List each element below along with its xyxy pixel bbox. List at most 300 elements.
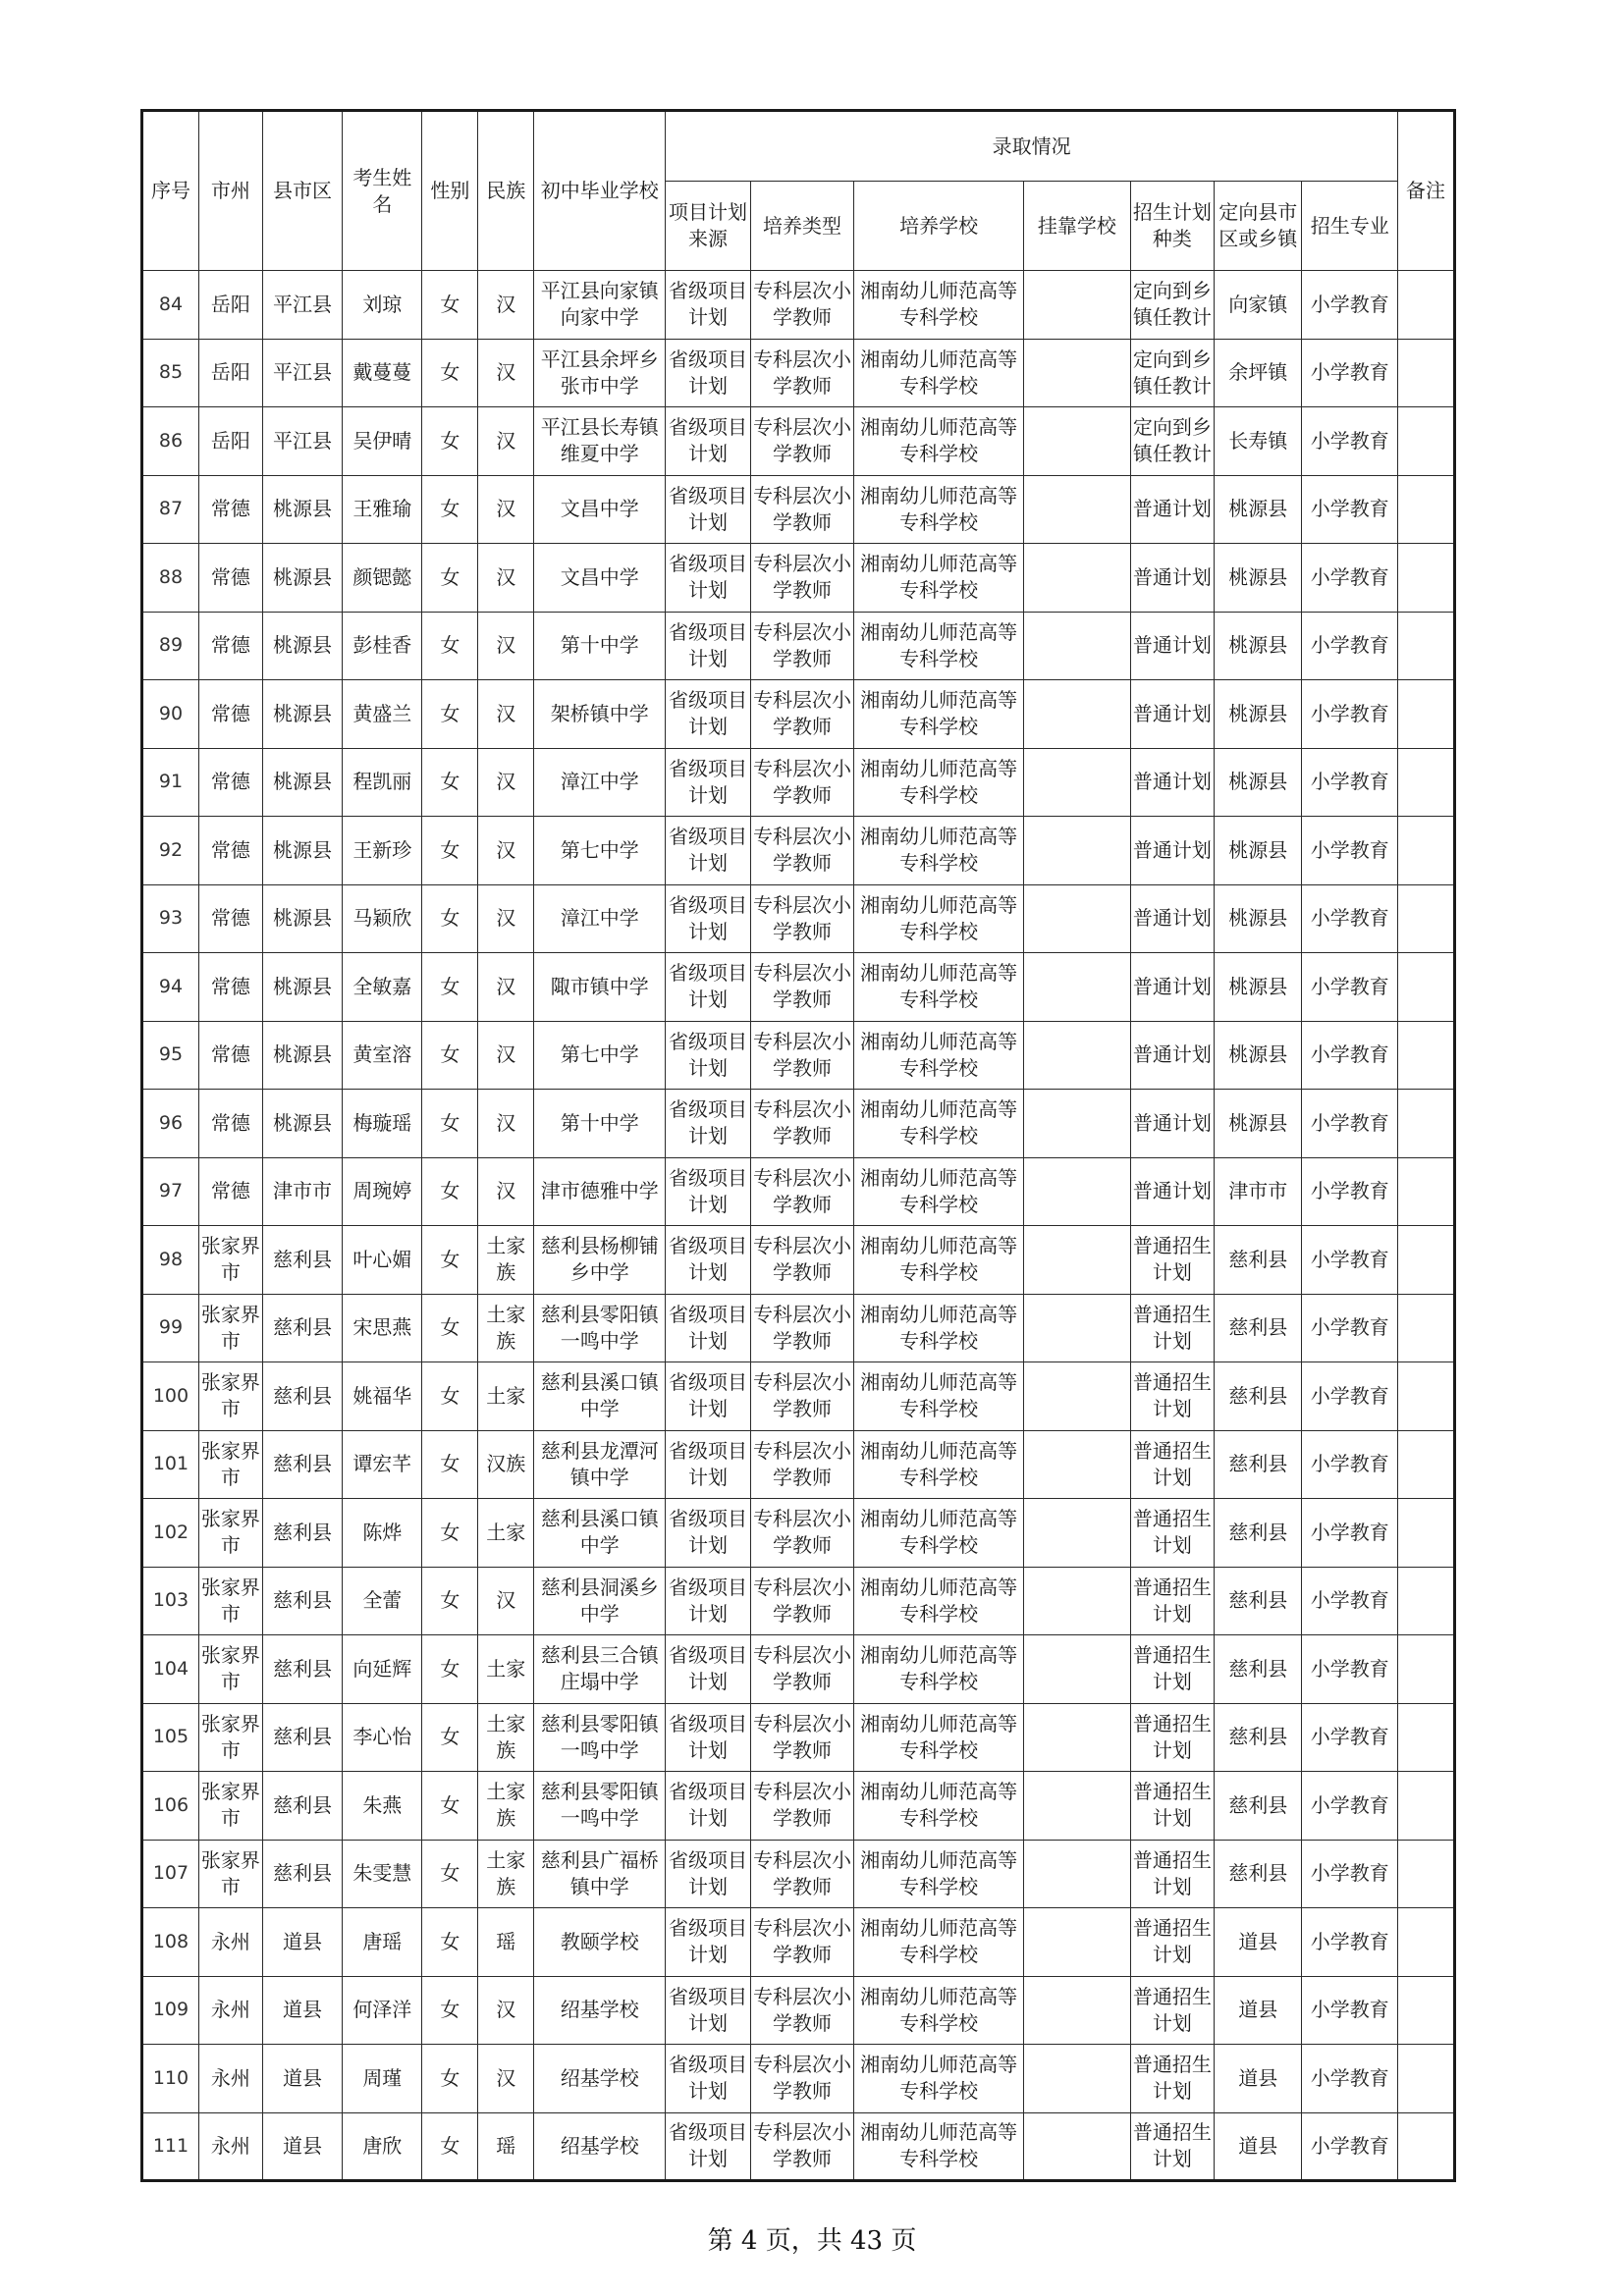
cell-city: 岳阳 — [198, 339, 262, 407]
cell-seq: 107 — [142, 1840, 199, 1908]
cell-name: 朱燕 — [343, 1772, 422, 1841]
cell-seq: 92 — [142, 817, 199, 885]
cell-ethnicity: 汉 — [478, 1090, 534, 1158]
cell-target-area: 慈利县 — [1215, 1703, 1302, 1772]
cell-ethnicity: 汉 — [478, 339, 534, 407]
cell-name: 黄盛兰 — [343, 680, 422, 749]
cell-plan-type — [1130, 1567, 1214, 1635]
cell-affiliated-school — [1024, 1908, 1131, 1977]
cell-seq: 103 — [142, 1567, 199, 1635]
cell-ethnicity: 土家族 — [478, 1840, 534, 1908]
cell-plan-source: 省级项目计划 — [666, 1294, 750, 1362]
cell-middle-school: 慈利县零阳镇一鸣中学 — [534, 1703, 666, 1772]
header-major: 招生专业 — [1302, 182, 1398, 271]
cell-remarks — [1397, 1772, 1454, 1841]
cell-name: 宋思燕 — [343, 1294, 422, 1362]
cell-target-area: 道县 — [1215, 2045, 1302, 2113]
cell-seq: 108 — [142, 1908, 199, 1977]
cell-target-area: 桃源县 — [1215, 544, 1302, 613]
cell-major: 小学教育 — [1302, 544, 1398, 613]
cell-training-type: 专科层次小学教师 — [750, 1226, 854, 1295]
cell-name: 王雅瑜 — [343, 475, 422, 544]
cell-ethnicity: 汉 — [478, 1021, 534, 1090]
cell-middle-school: 教颐学校 — [534, 1908, 666, 1977]
cell-affiliated-school — [1024, 2112, 1131, 2181]
cell-plan-source: 省级项目计划 — [666, 1090, 750, 1158]
cell-seq: 94 — [142, 953, 199, 1022]
cell-middle-school: 慈利县广福桥镇中学 — [534, 1840, 666, 1908]
cell-affiliated-school — [1024, 1703, 1131, 1772]
cell-affiliated-school — [1024, 817, 1131, 885]
header-target-area: 定向县市区或乡镇 — [1215, 182, 1302, 271]
cell-training-type: 专科层次小学教师 — [750, 1362, 854, 1431]
plan-type-text: 普通计划 — [1132, 701, 1212, 725]
cell-major: 小学教育 — [1302, 407, 1398, 476]
cell-target-area: 慈利县 — [1215, 1772, 1302, 1841]
cell-county: 慈利县 — [262, 1362, 342, 1431]
cell-name: 全敏嘉 — [343, 953, 422, 1022]
cell-training-school: 湘南幼儿师范高等专科学校 — [854, 1908, 1024, 1977]
table-row — [142, 271, 1455, 340]
cell-affiliated-school — [1024, 2045, 1131, 2113]
cell-affiliated-school — [1024, 748, 1131, 817]
cell-seq: 96 — [142, 1090, 199, 1158]
table-row — [142, 1703, 1455, 1772]
plan-type-text: 定向到乡镇任教计 — [1132, 415, 1212, 466]
cell-gender: 女 — [422, 612, 478, 680]
cell-target-area: 慈利县 — [1215, 1430, 1302, 1499]
cell-ethnicity: 汉 — [478, 612, 534, 680]
admission-table-container — [140, 109, 1456, 2182]
cell-gender: 女 — [422, 748, 478, 817]
cell-plan-type — [1130, 1635, 1214, 1704]
cell-seq: 95 — [142, 1021, 199, 1090]
cell-training-type: 专科层次小学教师 — [750, 271, 854, 340]
cell-seq: 85 — [142, 339, 199, 407]
cell-plan-type — [1130, 1976, 1214, 2045]
table-row — [142, 817, 1455, 885]
cell-major: 小学教育 — [1302, 748, 1398, 817]
plan-type-text: 普通计划 — [1132, 497, 1212, 521]
cell-plan-type — [1130, 544, 1214, 613]
table-row — [142, 475, 1455, 544]
cell-target-area: 桃源县 — [1215, 884, 1302, 953]
cell-plan-type — [1130, 1362, 1214, 1431]
cell-name: 向延辉 — [343, 1635, 422, 1704]
cell-remarks — [1397, 953, 1454, 1022]
cell-seq: 109 — [142, 1976, 199, 2045]
cell-name: 姚福华 — [343, 1362, 422, 1431]
cell-middle-school: 第七中学 — [534, 817, 666, 885]
cell-plan-type — [1130, 1157, 1214, 1226]
cell-training-type: 专科层次小学教师 — [750, 1157, 854, 1226]
cell-middle-school: 慈利县零阳镇一鸣中学 — [534, 1772, 666, 1841]
cell-name: 彭桂香 — [343, 612, 422, 680]
cell-ethnicity: 汉 — [478, 817, 534, 885]
cell-training-school: 湘南幼儿师范高等专科学校 — [854, 1567, 1024, 1635]
cell-plan-source: 省级项目计划 — [666, 1703, 750, 1772]
cell-seq: 98 — [142, 1226, 199, 1295]
cell-major: 小学教育 — [1302, 1157, 1398, 1226]
cell-gender: 女 — [422, 817, 478, 885]
cell-training-school: 湘南幼儿师范高等专科学校 — [854, 1772, 1024, 1841]
cell-middle-school: 绍基学校 — [534, 2112, 666, 2181]
cell-affiliated-school — [1024, 680, 1131, 749]
cell-gender: 女 — [422, 1294, 478, 1362]
cell-remarks — [1397, 1976, 1454, 2045]
cell-affiliated-school — [1024, 475, 1131, 544]
table-row — [142, 612, 1455, 680]
cell-training-type: 专科层次小学教师 — [750, 407, 854, 476]
cell-ethnicity: 汉 — [478, 1976, 534, 2045]
plan-type-text: 普通招生计划 — [1132, 1847, 1212, 1898]
cell-major: 小学教育 — [1302, 1567, 1398, 1635]
cell-plan-source: 省级项目计划 — [666, 884, 750, 953]
cell-county: 桃源县 — [262, 1021, 342, 1090]
cell-target-area: 道县 — [1215, 2112, 1302, 2181]
cell-city: 张家界市 — [198, 1499, 262, 1568]
cell-plan-source: 省级项目计划 — [666, 407, 750, 476]
cell-plan-source: 省级项目计划 — [666, 2045, 750, 2113]
cell-city: 张家界市 — [198, 1567, 262, 1635]
cell-ethnicity: 汉族 — [478, 1430, 534, 1499]
cell-major: 小学教育 — [1302, 2045, 1398, 2113]
cell-training-type: 专科层次小学教师 — [750, 1090, 854, 1158]
plan-type-text: 普通招生计划 — [1132, 1507, 1212, 1558]
cell-seq: 100 — [142, 1362, 199, 1431]
cell-county: 桃源县 — [262, 475, 342, 544]
header-plan-type: 招生计划种类 — [1130, 182, 1214, 271]
cell-major: 小学教育 — [1302, 1021, 1398, 1090]
cell-remarks — [1397, 1567, 1454, 1635]
cell-ethnicity: 汉 — [478, 1157, 534, 1226]
table-row — [142, 407, 1455, 476]
cell-training-type: 专科层次小学教师 — [750, 2112, 854, 2181]
cell-affiliated-school — [1024, 884, 1131, 953]
cell-plan-source: 省级项目计划 — [666, 1499, 750, 1568]
cell-major: 小学教育 — [1302, 1772, 1398, 1841]
cell-ethnicity: 土家 — [478, 1362, 534, 1431]
cell-target-area: 慈利县 — [1215, 1362, 1302, 1431]
cell-training-type: 专科层次小学教师 — [750, 1499, 854, 1568]
header-gender: 性别 — [422, 111, 478, 271]
plan-type-text: 普通招生计划 — [1132, 2053, 1212, 2104]
cell-county: 慈利县 — [262, 1294, 342, 1362]
cell-gender: 女 — [422, 1772, 478, 1841]
cell-training-school: 湘南幼儿师范高等专科学校 — [854, 748, 1024, 817]
plan-type-text: 普通计划 — [1132, 837, 1212, 862]
header-name: 考生姓名 — [343, 111, 422, 271]
cell-target-area: 桃源县 — [1215, 612, 1302, 680]
cell-seq: 101 — [142, 1430, 199, 1499]
cell-gender: 女 — [422, 680, 478, 749]
cell-training-type: 专科层次小学教师 — [750, 1294, 854, 1362]
plan-type-text: 普通计划 — [1132, 564, 1212, 589]
cell-city: 常德 — [198, 953, 262, 1022]
cell-middle-school: 慈利县溪口镇中学 — [534, 1499, 666, 1568]
cell-training-school: 湘南幼儿师范高等专科学校 — [854, 884, 1024, 953]
cell-target-area: 慈利县 — [1215, 1294, 1302, 1362]
cell-plan-source: 省级项目计划 — [666, 544, 750, 613]
cell-major: 小学教育 — [1302, 1294, 1398, 1362]
cell-middle-school: 第七中学 — [534, 1021, 666, 1090]
plan-type-text: 普通计划 — [1132, 1110, 1212, 1135]
table-row — [142, 953, 1455, 1022]
cell-major: 小学教育 — [1302, 2112, 1398, 2181]
header-remarks: 备注 — [1397, 111, 1454, 271]
cell-ethnicity: 土家 — [478, 1499, 534, 1568]
cell-plan-source: 省级项目计划 — [666, 339, 750, 407]
cell-plan-type — [1130, 1772, 1214, 1841]
cell-training-school: 湘南幼儿师范高等专科学校 — [854, 2045, 1024, 2113]
cell-ethnicity: 汉 — [478, 953, 534, 1022]
cell-affiliated-school — [1024, 1567, 1131, 1635]
header-plan-source: 项目计划来源 — [666, 182, 750, 271]
table-row — [142, 1499, 1455, 1568]
cell-plan-type — [1130, 817, 1214, 885]
cell-county: 桃源县 — [262, 1090, 342, 1158]
table-row — [142, 748, 1455, 817]
cell-major: 小学教育 — [1302, 1226, 1398, 1295]
cell-remarks — [1397, 1499, 1454, 1568]
plan-type-text: 普通计划 — [1132, 1042, 1212, 1067]
table-row — [142, 544, 1455, 613]
cell-affiliated-school — [1024, 407, 1131, 476]
cell-major: 小学教育 — [1302, 271, 1398, 340]
cell-training-school: 湘南幼儿师范高等专科学校 — [854, 475, 1024, 544]
cell-ethnicity: 瑶 — [478, 2112, 534, 2181]
cell-remarks — [1397, 1090, 1454, 1158]
header-seq: 序号 — [142, 111, 199, 271]
cell-middle-school: 慈利县龙潭河镇中学 — [534, 1430, 666, 1499]
cell-target-area: 慈利县 — [1215, 1840, 1302, 1908]
cell-training-school: 湘南幼儿师范高等专科学校 — [854, 953, 1024, 1022]
cell-plan-type — [1130, 2045, 1214, 2113]
cell-ethnicity: 汉 — [478, 680, 534, 749]
cell-plan-source: 省级项目计划 — [666, 1157, 750, 1226]
cell-gender: 女 — [422, 2112, 478, 2181]
header-ethnicity: 民族 — [478, 111, 534, 271]
cell-training-school: 湘南幼儿师范高等专科学校 — [854, 1294, 1024, 1362]
cell-target-area: 桃源县 — [1215, 1021, 1302, 1090]
cell-remarks — [1397, 1362, 1454, 1431]
cell-plan-type — [1130, 884, 1214, 953]
cell-middle-school: 漳江中学 — [534, 748, 666, 817]
cell-city: 常德 — [198, 748, 262, 817]
cell-remarks — [1397, 1226, 1454, 1295]
cell-target-area: 慈利县 — [1215, 1226, 1302, 1295]
table-row — [142, 2045, 1455, 2113]
cell-name: 刘琼 — [343, 271, 422, 340]
table-body — [142, 271, 1455, 2181]
cell-middle-school: 慈利县零阳镇一鸣中学 — [534, 1294, 666, 1362]
cell-middle-school: 绍基学校 — [534, 2045, 666, 2113]
cell-training-school: 湘南幼儿师范高等专科学校 — [854, 817, 1024, 885]
cell-gender: 女 — [422, 1635, 478, 1704]
cell-target-area: 津市市 — [1215, 1157, 1302, 1226]
cell-training-school: 湘南幼儿师范高等专科学校 — [854, 271, 1024, 340]
header-training-type: 培养类型 — [750, 182, 854, 271]
cell-middle-school: 漳江中学 — [534, 884, 666, 953]
cell-plan-type — [1130, 1294, 1214, 1362]
cell-seq: 87 — [142, 475, 199, 544]
cell-gender: 女 — [422, 1157, 478, 1226]
cell-plan-source: 省级项目计划 — [666, 1772, 750, 1841]
plan-type-text: 普通招生计划 — [1132, 1984, 1212, 2035]
table-row — [142, 1090, 1455, 1158]
table-row — [142, 884, 1455, 953]
plan-type-text: 普通招生计划 — [1132, 1916, 1212, 1967]
cell-county: 道县 — [262, 1976, 342, 2045]
cell-target-area: 桃源县 — [1215, 817, 1302, 885]
plan-type-text: 定向到乡镇任教计 — [1132, 279, 1212, 330]
cell-city: 岳阳 — [198, 271, 262, 340]
cell-plan-type — [1130, 1499, 1214, 1568]
cell-training-school: 湘南幼儿师范高等专科学校 — [854, 1976, 1024, 2045]
cell-major: 小学教育 — [1302, 1362, 1398, 1431]
cell-plan-type — [1130, 407, 1214, 476]
table-row — [142, 339, 1455, 407]
cell-affiliated-school — [1024, 1362, 1131, 1431]
cell-affiliated-school — [1024, 339, 1131, 407]
cell-county: 桃源县 — [262, 953, 342, 1022]
cell-city: 张家界市 — [198, 1430, 262, 1499]
cell-city: 张家界市 — [198, 1703, 262, 1772]
cell-city: 常德 — [198, 884, 262, 953]
plan-type-text: 普通招生计划 — [1132, 2120, 1212, 2171]
cell-training-type: 专科层次小学教师 — [750, 544, 854, 613]
cell-ethnicity: 土家 — [478, 1635, 534, 1704]
cell-target-area: 桃源县 — [1215, 748, 1302, 817]
cell-ethnicity: 汉 — [478, 475, 534, 544]
cell-major: 小学教育 — [1302, 1908, 1398, 1977]
cell-middle-school: 平江县长寿镇维夏中学 — [534, 407, 666, 476]
table-row — [142, 1157, 1455, 1226]
cell-county: 道县 — [262, 1908, 342, 1977]
cell-name: 全蕾 — [343, 1567, 422, 1635]
cell-remarks — [1397, 817, 1454, 885]
cell-seq: 106 — [142, 1772, 199, 1841]
cell-remarks — [1397, 271, 1454, 340]
cell-target-area: 道县 — [1215, 1908, 1302, 1977]
cell-city: 常德 — [198, 544, 262, 613]
cell-major: 小学教育 — [1302, 1635, 1398, 1704]
cell-city: 永州 — [198, 1908, 262, 1977]
cell-major: 小学教育 — [1302, 612, 1398, 680]
plan-type-text: 普通计划 — [1132, 906, 1212, 931]
cell-gender: 女 — [422, 1090, 478, 1158]
cell-ethnicity: 汉 — [478, 271, 534, 340]
cell-plan-source: 省级项目计划 — [666, 2112, 750, 2181]
table-row — [142, 1430, 1455, 1499]
plan-type-text: 普通计划 — [1132, 1179, 1212, 1203]
cell-city: 张家界市 — [198, 1294, 262, 1362]
cell-remarks — [1397, 2045, 1454, 2113]
table-row — [142, 2112, 1455, 2181]
cell-target-area: 桃源县 — [1215, 680, 1302, 749]
cell-remarks — [1397, 884, 1454, 953]
cell-ethnicity: 汉 — [478, 407, 534, 476]
cell-remarks — [1397, 544, 1454, 613]
cell-training-type: 专科层次小学教师 — [750, 884, 854, 953]
cell-training-type: 专科层次小学教师 — [750, 953, 854, 1022]
table-row — [142, 1908, 1455, 1977]
plan-type-text: 普通招生计划 — [1132, 1780, 1212, 1831]
cell-name: 颜锶懿 — [343, 544, 422, 613]
cell-gender: 女 — [422, 1908, 478, 1977]
cell-name: 朱雯慧 — [343, 1840, 422, 1908]
plan-type-text: 普通计划 — [1132, 633, 1212, 658]
cell-county: 平江县 — [262, 407, 342, 476]
cell-city: 张家界市 — [198, 1772, 262, 1841]
cell-affiliated-school — [1024, 1226, 1131, 1295]
table-row — [142, 1976, 1455, 2045]
cell-county: 桃源县 — [262, 680, 342, 749]
cell-city: 常德 — [198, 817, 262, 885]
cell-county: 平江县 — [262, 339, 342, 407]
cell-plan-type — [1130, 1430, 1214, 1499]
cell-plan-source: 省级项目计划 — [666, 680, 750, 749]
cell-remarks — [1397, 1021, 1454, 1090]
cell-county: 慈利县 — [262, 1567, 342, 1635]
cell-target-area: 慈利县 — [1215, 1499, 1302, 1568]
cell-affiliated-school — [1024, 1840, 1131, 1908]
cell-training-type: 专科层次小学教师 — [750, 1840, 854, 1908]
cell-county: 慈利县 — [262, 1499, 342, 1568]
cell-county: 桃源县 — [262, 884, 342, 953]
cell-remarks — [1397, 407, 1454, 476]
table-row — [142, 1294, 1455, 1362]
cell-plan-type — [1130, 1840, 1214, 1908]
cell-plan-source: 省级项目计划 — [666, 1635, 750, 1704]
cell-remarks — [1397, 1157, 1454, 1226]
cell-city: 常德 — [198, 680, 262, 749]
header-middle-school: 初中毕业学校 — [534, 111, 666, 271]
cell-middle-school: 文昌中学 — [534, 475, 666, 544]
cell-name: 王新珍 — [343, 817, 422, 885]
cell-city: 永州 — [198, 1976, 262, 2045]
cell-seq: 93 — [142, 884, 199, 953]
cell-name: 唐欣 — [343, 2112, 422, 2181]
cell-plan-type — [1130, 1090, 1214, 1158]
cell-city: 永州 — [198, 2045, 262, 2113]
cell-city: 张家界市 — [198, 1635, 262, 1704]
cell-name: 黄室溶 — [343, 1021, 422, 1090]
cell-name: 周琬婷 — [343, 1157, 422, 1226]
cell-gender: 女 — [422, 1703, 478, 1772]
cell-major: 小学教育 — [1302, 953, 1398, 1022]
cell-gender: 女 — [422, 1430, 478, 1499]
plan-type-text: 普通招生计划 — [1132, 1711, 1212, 1762]
cell-target-area: 桃源县 — [1215, 953, 1302, 1022]
cell-training-type: 专科层次小学教师 — [750, 339, 854, 407]
cell-plan-type — [1130, 612, 1214, 680]
cell-gender: 女 — [422, 1840, 478, 1908]
cell-training-type: 专科层次小学教师 — [750, 1908, 854, 1977]
cell-seq: 102 — [142, 1499, 199, 1568]
cell-name: 叶心媚 — [343, 1226, 422, 1295]
cell-training-school: 湘南幼儿师范高等专科学校 — [854, 1021, 1024, 1090]
cell-ethnicity: 瑶 — [478, 1908, 534, 1977]
cell-gender: 女 — [422, 1976, 478, 2045]
cell-city: 常德 — [198, 475, 262, 544]
cell-affiliated-school — [1024, 271, 1131, 340]
cell-training-type: 专科层次小学教师 — [750, 1976, 854, 2045]
cell-plan-source: 省级项目计划 — [666, 1567, 750, 1635]
cell-training-school: 湘南幼儿师范高等专科学校 — [854, 1226, 1024, 1295]
cell-remarks — [1397, 339, 1454, 407]
cell-target-area: 桃源县 — [1215, 475, 1302, 544]
